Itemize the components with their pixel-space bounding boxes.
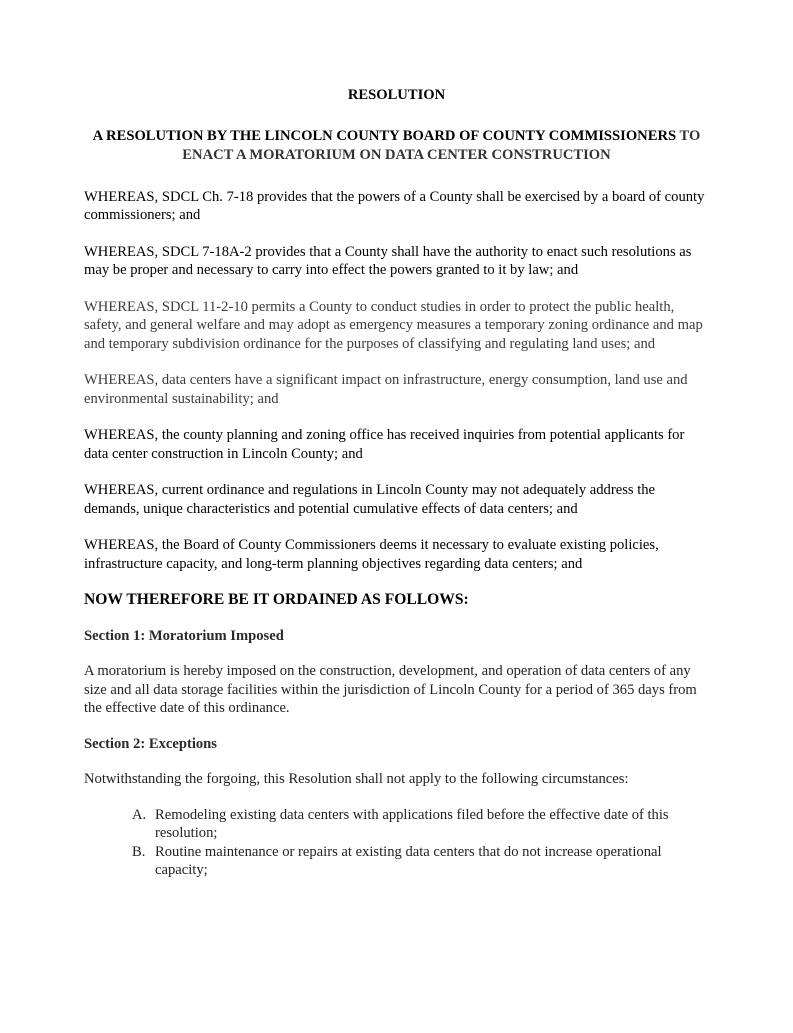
recital-5: WHEREAS, the county planning and zoning office has received inquiries from potential applicants for data center construction in Lincoln County; and	[84, 427, 685, 462]
recital-3: WHEREAS, SDCL 11-2-10 permits a County to conduct studies in order to protect the public health, safety, and general welfare and may adopt as emergency measures a temporary zoning ordinance and map and temporary subdivision ordinance for the purposes of classifying and regulating land uses; and	[84, 298, 703, 352]
recitals	[84, 188, 709, 574]
subtitle-part-1: A RESOLUTION BY THE LINCOLN COUNTY BOARD OF COUNTY COMMISSIONERS	[92, 127, 677, 144]
exception-marker: B.	[132, 843, 146, 860]
document-page	[84, 86, 709, 880]
exception-marker: A.	[132, 806, 147, 823]
exception-item-b	[132, 843, 709, 880]
section-2-heading: Section 2: Exceptions	[84, 735, 217, 752]
exception-text: Remodeling existing data centers with applications filed before the effective date of this resolution;	[155, 806, 669, 841]
recital-4: WHEREAS, data centers have a significant impact on infrastructure, energy consumption, land use and environmental sustainability; and	[84, 372, 688, 407]
exception-text: Routine maintenance or repairs at existing data centers that do not increase operational capacity;	[155, 843, 662, 878]
section-2-intro: Notwithstanding the forgoing, this Resolution shall not apply to the following circumstances:	[84, 771, 629, 787]
ordained-heading: NOW THEREFORE BE IT ORDAINED AS FOLLOWS:	[84, 591, 469, 608]
section-1-heading: Section 1: Moratorium Imposed	[84, 627, 284, 644]
recital-6: WHEREAS, current ordinance and regulations in Lincoln County may not adequately address the demands, unique characteristics and potential cumulative effects of data centers; and	[84, 482, 656, 517]
document-title: RESOLUTION	[347, 87, 446, 103]
exception-item-a	[132, 806, 709, 843]
recital-7: WHEREAS, the Board of County Commissioners deems it necessary to evaluate existing policies, infrastructure capacity, and long-term planning objectives regarding data centers; and	[84, 537, 659, 572]
recital-1: WHEREAS, SDCL Ch. 7-18 provides that the powers of a County shall be exercised by a board of county commissioners; and	[84, 188, 705, 223]
document-subtitle	[84, 127, 709, 166]
recital-2: WHEREAS, SDCL 7-18A-2 provides that a County shall have the authority to enact such resolutions as may be proper and necessary to carry into effect the powers granted to it by law; and	[84, 243, 692, 278]
exceptions-list	[84, 806, 709, 880]
subtitle-part-2: TO ENACT A MORATORIUM ON DATA CENTER CONSTRUCTION	[182, 127, 701, 163]
section-1-body: A moratorium is hereby imposed on the construction, development, and operation of data centers of any size and all data storage facilities within the jurisdiction of Lincoln County for a period of 365 days from the effective date of this ordinance.	[84, 663, 697, 716]
